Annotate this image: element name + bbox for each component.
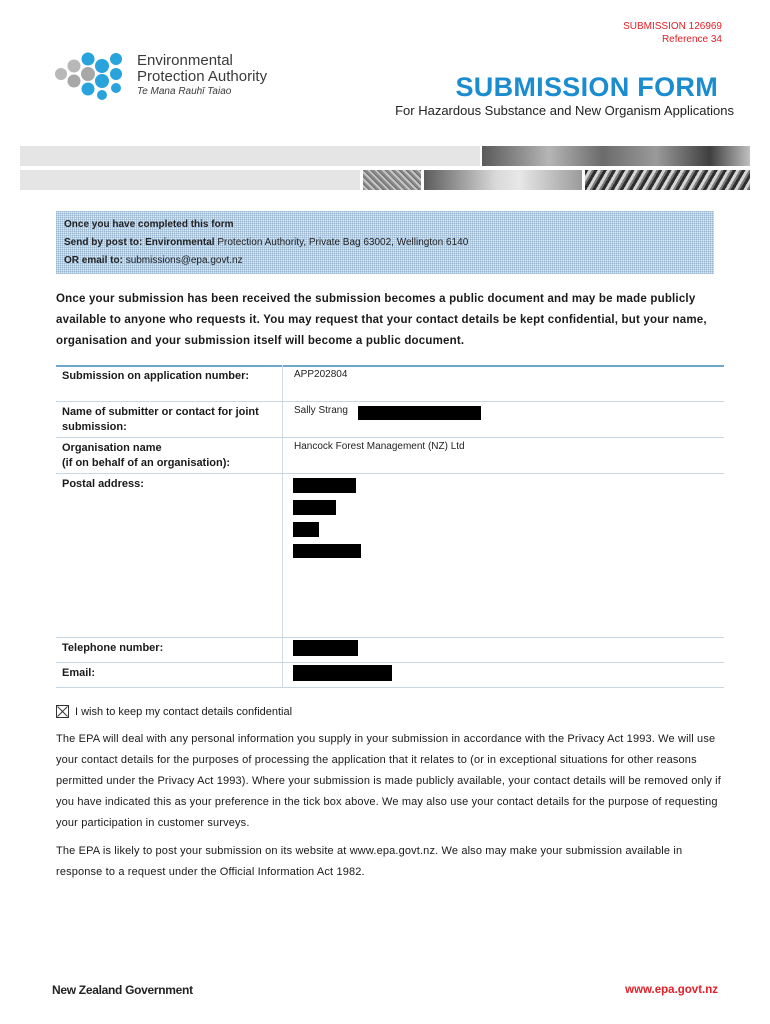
public-document-notice: Once your submission has been received the submission becomes a public document and may be made publicly available to anyone who requests it. You may request that your contact details be kept confidential, but your name, organisation and your submission itself will become a public document. — [56, 293, 707, 347]
email-address: submissions@epa.govt.nz — [125, 255, 243, 266]
telephone-label: Telephone number: — [62, 642, 164, 654]
logo-line-3: Te Mana Rauhī Taiao — [137, 86, 232, 97]
privacy-paragraph: The EPA will deal with any personal information you supply in your submission in accordance with the Privacy Act 1993. We will use your contact details for the purposes of processing the application that it relates to (or in exceptional situations for other reasons permitted under the Privacy Act 1993). Where your submission is made publicly available, your contact details will be removed only if you have indicated this as your preference in the tick box above. We may also use your contact details for the purpose of requesting your participation in customer surveys. — [56, 733, 721, 829]
logo-wordmark — [137, 53, 267, 97]
organisation-label-line2: (if on behalf of an organisation): — [62, 457, 231, 469]
submission-number: SUBMISSION 126969 — [623, 21, 722, 32]
instructions-heading: Once you have completed this form — [64, 219, 234, 230]
header-band-top — [20, 146, 480, 166]
footer-website-link[interactable]: www.epa.govt.nz — [625, 984, 718, 996]
email-label: OR email to: — [64, 255, 123, 266]
confidential-label: I wish to keep my contact details confidential — [75, 705, 293, 718]
checkbox-cross-icon — [57, 706, 68, 717]
epa-logo-icon — [52, 50, 132, 102]
header-photo-sky — [424, 170, 582, 190]
header-band-bottom — [20, 170, 360, 190]
logo-line-2: Protection Authority — [137, 68, 268, 85]
nz-government-logo: New Zealand Government — [52, 983, 193, 997]
post-address: Protection Authority, Private Bag 63002, Wellington 6140 — [217, 237, 469, 248]
row-application-number — [56, 365, 724, 402]
header-photo-top — [482, 146, 750, 166]
row-postal-address — [56, 473, 724, 638]
page-subtitle: For Hazardous Substance and New Organism Applications — [395, 103, 734, 118]
redacted-block — [293, 500, 336, 515]
publication-paragraph: The EPA is likely to post your submission on its website at www.epa.govt.nz. We also may make your submission available in response to a request under the Official Information Act 1982. — [56, 845, 683, 878]
confidential-consent — [56, 705, 292, 718]
organisation-label-line1: Organisation name — [62, 442, 162, 454]
email-field-label: Email: — [62, 667, 96, 679]
privacy-statement — [56, 729, 724, 890]
logo-line-1: Environmental — [137, 52, 233, 69]
row-telephone — [56, 637, 724, 663]
post-label: Send by post to: Environmental — [64, 237, 215, 248]
redacted-block — [293, 640, 358, 656]
header-photo-lichen — [363, 170, 421, 190]
row-email — [56, 662, 724, 688]
redacted-block — [293, 522, 319, 537]
application-number-label: Submission on application number: — [62, 370, 250, 382]
postal-address-label: Postal address: — [62, 478, 144, 490]
reference-number: Reference 34 — [661, 34, 722, 45]
redacted-block — [293, 665, 392, 681]
submitter-name-value[interactable]: Sally Strang — [294, 405, 348, 416]
instructions-box — [56, 211, 714, 274]
header-photo-fern — [585, 170, 750, 190]
page-title: SUBMISSION FORM — [455, 72, 718, 102]
redacted-block — [293, 544, 361, 558]
instructions-post — [64, 237, 468, 248]
row-submitter-name — [56, 401, 724, 438]
confidential-checkbox[interactable] — [56, 705, 69, 718]
submitter-name-label: Name of submitter or contact for joint submission: — [62, 406, 259, 433]
redacted-block — [358, 406, 481, 420]
redacted-block — [293, 478, 356, 493]
instructions-email — [64, 255, 243, 266]
application-number-value[interactable]: APP202804 — [294, 369, 348, 380]
organisation-label — [62, 441, 230, 471]
submission-reference — [623, 20, 722, 46]
row-organisation — [56, 437, 724, 474]
organisation-value[interactable]: Hancock Forest Management (NZ) Ltd — [294, 441, 465, 452]
